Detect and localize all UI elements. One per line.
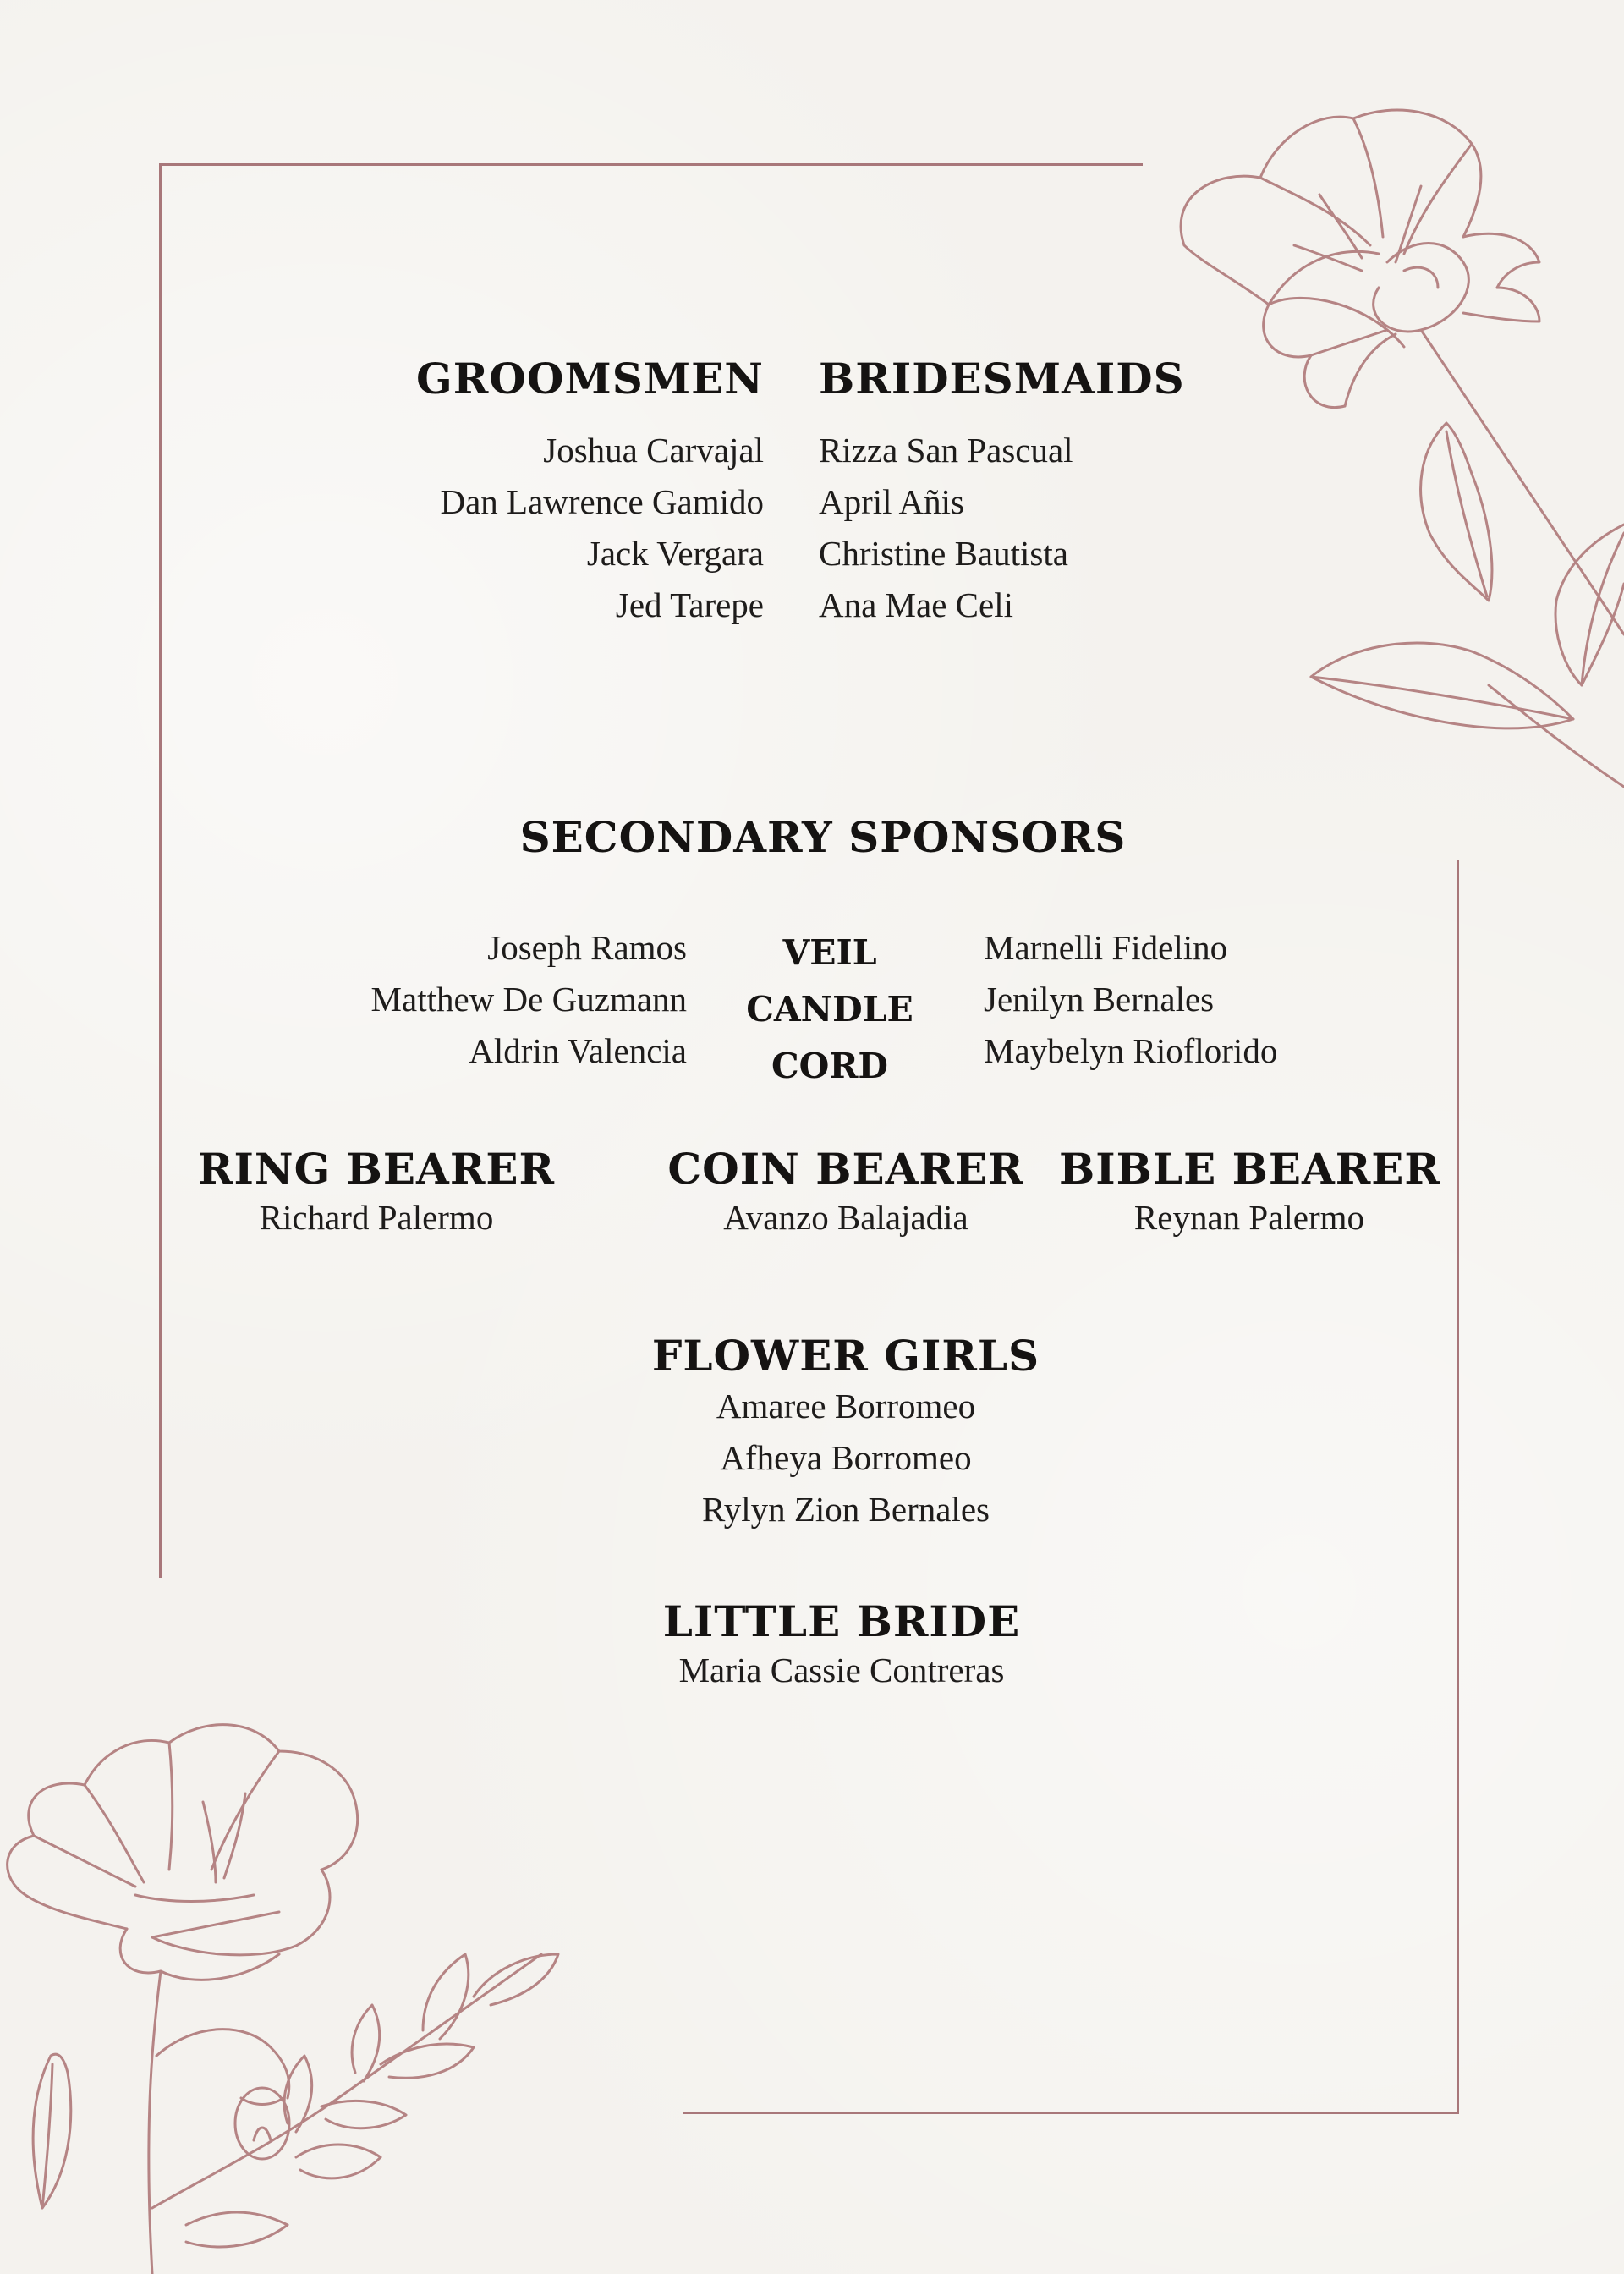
sponsor-name: Jenilyn Bernales bbox=[984, 980, 1215, 1019]
sponsor-name: Marnelli Fidelino bbox=[984, 928, 1228, 967]
role-cord: CORD bbox=[771, 1046, 888, 1086]
flower-girl-name: Rylyn Zion Bernales bbox=[702, 1490, 990, 1529]
groomsman-name: Joshua Carvajal bbox=[543, 431, 764, 470]
sponsors-right-list bbox=[984, 922, 1277, 1077]
coin-bearer-name: Avanzo Balajadia bbox=[723, 1198, 968, 1237]
sponsor-name: Maybelyn Rioflorido bbox=[984, 1031, 1278, 1070]
frame-bottom-line bbox=[683, 2112, 1459, 2114]
sponsors-left-list bbox=[371, 922, 687, 1077]
little-bride-heading: LITTLE BRIDE bbox=[662, 1596, 1021, 1646]
bridesmaids-heading: BRIDESMAIDS bbox=[819, 354, 1185, 404]
sponsor-name: Matthew De Guzmann bbox=[370, 980, 687, 1019]
flower-girls-block bbox=[592, 1331, 1100, 1535]
sponsor-name: Aldrin Valencia bbox=[469, 1031, 687, 1070]
role-candle: CANDLE bbox=[746, 989, 914, 1030]
bible-bearer-name: Reynan Palermo bbox=[1133, 1198, 1365, 1237]
sponsor-name: Joseph Ramos bbox=[487, 928, 687, 967]
bible-bearer-heading: BIBLE BEARER bbox=[1059, 1144, 1440, 1194]
bridesmaids-list bbox=[819, 425, 1073, 631]
groomsman-name: Jack Vergara bbox=[586, 534, 764, 573]
frame-left-line bbox=[159, 163, 162, 1578]
ring-bearer-block bbox=[195, 1144, 558, 1244]
flower-girls-list bbox=[592, 1381, 1100, 1535]
bridesmaid-name: Ana Mae Celi bbox=[819, 585, 1013, 624]
role-veil: VEIL bbox=[782, 932, 877, 973]
flower-girl-name: Amaree Borromeo bbox=[716, 1387, 976, 1425]
flower-girls-heading: FLOWER GIRLS bbox=[651, 1331, 1040, 1381]
flower-girl-name: Afheya Borromeo bbox=[720, 1438, 972, 1477]
flower-top-right-icon bbox=[1167, 93, 1624, 812]
bridesmaid-name: Rizza San Pascual bbox=[819, 431, 1073, 470]
frame-right-line bbox=[1457, 860, 1459, 2114]
little-bride-block bbox=[575, 1596, 1108, 1696]
sponsor-roles bbox=[724, 925, 935, 1095]
coin-bearer-block bbox=[664, 1144, 1028, 1244]
bible-bearer-block bbox=[1059, 1144, 1440, 1244]
little-bride-name: Maria Cassie Contreras bbox=[678, 1651, 1005, 1689]
ring-bearer-heading: RING BEARER bbox=[197, 1144, 556, 1194]
groomsman-name: Dan Lawrence Gamido bbox=[440, 482, 764, 521]
groomsmen-heading: GROOMSMEN bbox=[416, 354, 764, 404]
groomsmen-list bbox=[441, 425, 765, 631]
flower-bottom-left-icon bbox=[0, 1700, 609, 2274]
secondary-sponsors-heading: SECONDARY SPONSORS bbox=[519, 812, 1127, 862]
frame-top-line bbox=[159, 163, 1143, 166]
groomsman-name: Jed Tarepe bbox=[615, 585, 764, 624]
ring-bearer-name: Richard Palermo bbox=[259, 1198, 494, 1237]
bridesmaid-name: Christine Bautista bbox=[819, 534, 1068, 573]
bridesmaid-name: April Añis bbox=[819, 482, 964, 521]
coin-bearer-heading: COIN BEARER bbox=[667, 1144, 1024, 1194]
